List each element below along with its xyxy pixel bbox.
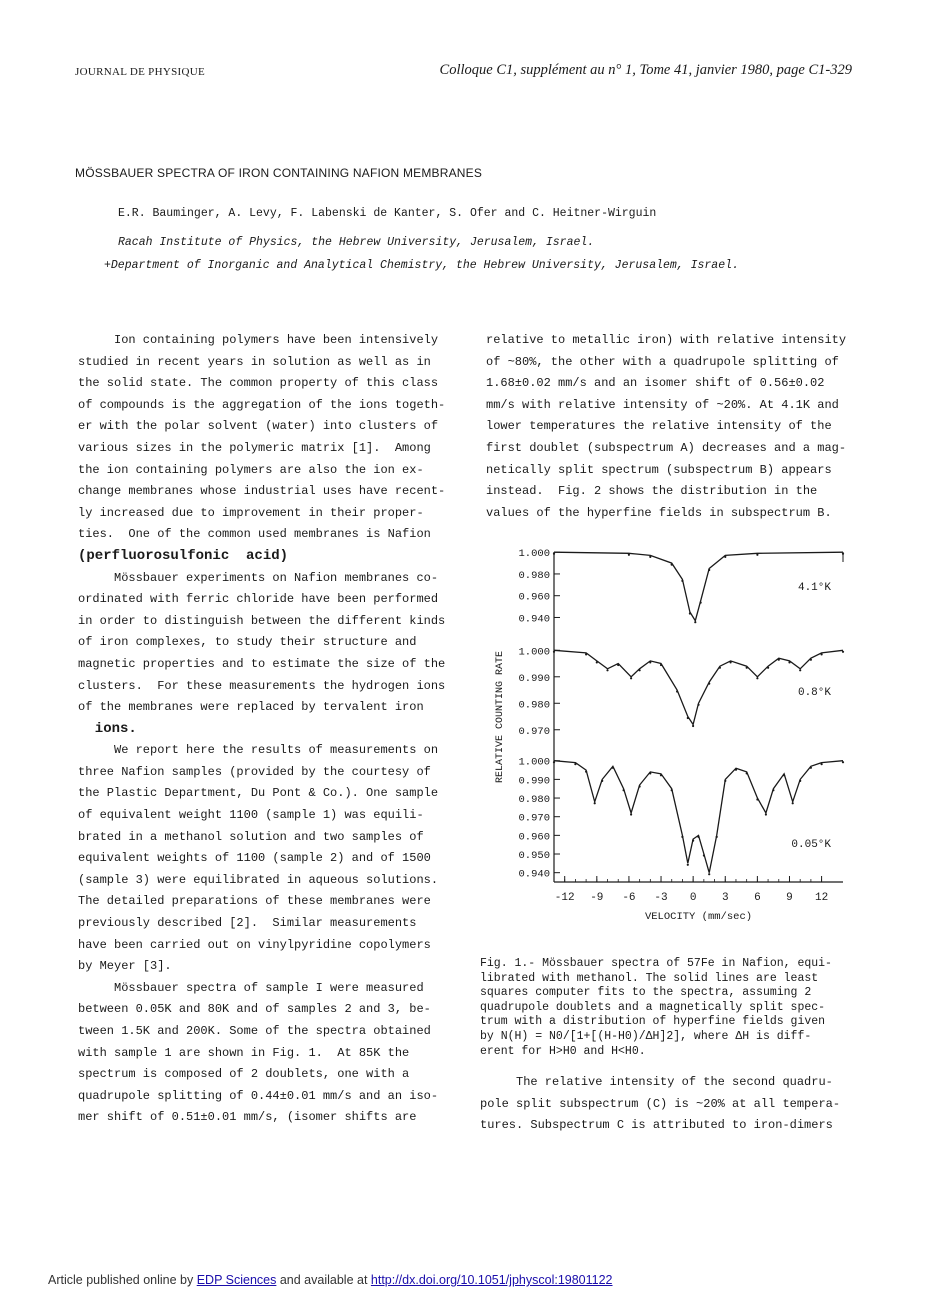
caption-line: librated with methanol. The solid lines are least: [480, 971, 819, 985]
text-line: instead. Fig. 2 shows the distribution in the: [486, 484, 818, 499]
text-line: magnetic properties and to estimate the size of the: [78, 656, 446, 671]
data-point: [788, 661, 790, 663]
data-point: [639, 785, 641, 787]
text-line: Ion containing polymers have been intensively: [78, 333, 439, 347]
footer: [48, 1273, 613, 1287]
x-tick-label: 3: [721, 892, 729, 904]
data-point: [730, 661, 732, 663]
y-tick-label: 0.980: [518, 699, 550, 712]
data-point: [553, 761, 555, 763]
journal-name: JOURNAL DE PHYSIQUE: [75, 66, 205, 78]
text-line: pole split subspectrum (C) is ~20% at all tempera-: [480, 1096, 841, 1111]
text-line: lower temperatures the relative intensity of the: [486, 419, 832, 434]
text-line: mm/s with relative intensity of ~20%. At 4.1K and: [486, 397, 839, 412]
data-point: [703, 854, 705, 856]
text-line: Mössbauer spectra of sample I were measured: [78, 980, 424, 995]
temperature-label: 4.1°K: [797, 582, 831, 594]
data-point: [746, 667, 748, 669]
data-point: [735, 769, 737, 771]
data-point: [630, 813, 632, 815]
text-line: netically split spectrum (subspectrum B) appears: [486, 462, 832, 477]
y-tick-label: 0.940: [518, 613, 550, 626]
text-line: tures. Subspectrum C is attributed to iron-dimers: [480, 1118, 833, 1133]
x-tick-label: -9: [590, 892, 604, 904]
y-tick-label: 1.000: [518, 548, 550, 561]
text-line: between 0.05K and 80K and of samples 2 and 3, be-: [78, 1002, 431, 1017]
text-line: brated in a methanol solution and two samples of: [78, 829, 424, 844]
data-point: [660, 774, 662, 776]
data-point: [716, 836, 718, 838]
data-point: [697, 836, 699, 838]
text-line: of ~80%, the other with a quadrupole splitting of: [486, 354, 839, 369]
data-point: [594, 802, 596, 804]
text-line: ly increased due to improvement in their proper-: [78, 505, 424, 520]
x-tick-label: 0: [689, 892, 697, 904]
text-line: of compounds is the aggregation of the ions togeth-: [78, 397, 446, 412]
x-tick-label: -12: [554, 892, 575, 904]
data-point: [639, 669, 641, 671]
data-point: [719, 667, 721, 669]
data-point: [756, 677, 758, 679]
text-line: er with the polar solvent (water) into clusters of: [78, 419, 439, 434]
data-point: [724, 556, 726, 558]
data-point: [767, 667, 769, 669]
text-line: ties. One of the common used membranes is Nafion: [78, 527, 431, 542]
footer-middle: and available at: [276, 1273, 371, 1287]
data-point: [783, 774, 785, 776]
footer-prefix: Article published online by: [48, 1273, 197, 1287]
data-point: [708, 683, 710, 685]
paper-title: MÖSSBAUER SPECTRA OF IRON CONTAINING NAFION MEMBRANES: [75, 166, 483, 180]
data-point: [792, 802, 794, 804]
text-line: quadrupole splitting of 0.44±0.01 mm/s and an iso-: [78, 1088, 439, 1103]
caption-line: erent for H>H0 and H<H0.: [480, 1044, 646, 1058]
right-column-top: [486, 330, 856, 524]
data-point: [649, 661, 651, 663]
data-point: [692, 840, 694, 842]
data-point: [694, 621, 696, 623]
y-tick-label: 0.980: [518, 794, 550, 807]
data-point: [623, 789, 625, 791]
text-line: (perfluorosulfonic acid): [78, 547, 289, 564]
text-line: the Plastic Department, Du Pont & Co.). One sample: [78, 786, 439, 801]
data-point: [681, 580, 683, 582]
x-axis-label: VELOCITY (mm/sec): [644, 911, 753, 923]
y-tick-label: 0.980: [518, 569, 550, 582]
data-point: [606, 669, 608, 671]
data-point: [617, 664, 619, 666]
data-point: [649, 772, 651, 774]
spectrum-fit-line: [554, 761, 843, 873]
data-point: [612, 767, 614, 769]
text-line: equivalent weights of 1100 (sample 2) and of 1500: [78, 851, 431, 866]
text-line: change membranes whose industrial uses have recent-: [78, 484, 446, 499]
data-point: [842, 651, 844, 653]
author-list: E.R. Bauminger, A. Levy, F. Labenski de Kanter, S. Ofer and C. Heitner-Wirguin: [118, 207, 657, 220]
y-tick-label: 0.990: [518, 672, 550, 685]
text-line: of equivalent weight 1100 (sample 1) was equili-: [78, 808, 424, 823]
affiliation-2: +Department of Inorganic and Analytical Chemistry, the Hebrew University, Jerusalem, Israel.: [104, 259, 739, 272]
text-line: ions.: [78, 720, 137, 737]
data-point: [660, 664, 662, 666]
y-tick-label: 0.960: [518, 831, 550, 844]
y-tick-label: 1.000: [518, 646, 550, 659]
data-point: [708, 569, 710, 571]
citation-line: Colloque C1, supplément au n° 1, Tome 41, janvier 1980, page C1-329: [439, 62, 852, 78]
caption-line: by N(H) = N0/[1+[(H-H0)/ΔH]2], where ΔH is diff-: [480, 1029, 812, 1043]
data-point: [810, 767, 812, 769]
text-line: spectrum is composed of 2 doublets, one with a: [78, 1067, 410, 1082]
mossbauer-spectra-svg: [488, 542, 848, 947]
text-line: have been carried out on vinylpyridine copolymers: [78, 937, 431, 952]
data-point: [821, 763, 823, 765]
affiliation-1: Racah Institute of Physics, the Hebrew University, Jerusalem, Israel.: [118, 236, 595, 249]
data-point: [553, 651, 555, 653]
caption-line: trum with a distribution of hyperfine fields given: [480, 1015, 826, 1029]
data-point: [765, 813, 767, 815]
data-point: [585, 653, 587, 655]
data-point: [772, 789, 774, 791]
y-axis-label: RELATIVE COUNTING RATE: [495, 650, 506, 784]
data-point: [601, 780, 603, 782]
publisher-link[interactable]: EDP Sciences: [196, 1273, 277, 1287]
data-point: [724, 780, 726, 782]
data-point: [697, 704, 699, 706]
temperature-label: 0.05°K: [791, 839, 831, 851]
data-point: [842, 553, 844, 555]
text-line: three Nafion samples (provided by the courtesy of: [78, 764, 431, 779]
x-tick-label: 9: [786, 892, 793, 904]
text-line: We report here the results of measurements on: [78, 743, 439, 758]
caption-line: Fig. 1.- Mössbauer spectra of 57Fe in Nafion, equi-: [480, 957, 832, 970]
doi-link[interactable]: http://dx.doi.org/10.1051/jphyscol:19801122: [370, 1273, 613, 1287]
data-point: [676, 690, 678, 692]
text-line: by Meyer [3].: [78, 959, 172, 974]
text-line: (sample 3) were equilibrated in aqueous solutions.: [78, 872, 439, 887]
y-tick-label: 0.940: [518, 868, 550, 881]
caption-line: quadrupole doublets and a magnetically split spec-: [480, 1000, 826, 1014]
data-point: [708, 873, 710, 875]
x-tick-label: -6: [622, 892, 636, 904]
text-line: of the membranes were replaced by tervalent iron: [78, 700, 424, 715]
text-line: Mössbauer experiments on Nafion membranes co-: [78, 570, 439, 585]
text-line: previously described [2]. Similar measurements: [78, 916, 417, 931]
right-column-bottom: [480, 1072, 840, 1137]
text-line: values of the hyperfine fields in subspectrum B.: [486, 505, 832, 520]
data-point: [756, 798, 758, 800]
x-tick-label: -3: [654, 892, 668, 904]
text-line: mer shift of 0.51±0.01 mm/s, (isomer shifts are: [78, 1110, 417, 1125]
text-line: the solid state. The common property of this class: [78, 376, 439, 391]
caption-line: squares computer fits to the spectra, assuming 2: [480, 986, 812, 1000]
figure-1-chart: [488, 542, 848, 947]
text-line: The detailed preparations of these membranes were: [78, 894, 431, 909]
text-line: the ion containing polymers are also the ion ex-: [78, 462, 424, 477]
data-point: [671, 789, 673, 791]
text-line: with sample 1 are shown in Fig. 1. At 85K the: [78, 1045, 410, 1060]
text-line: tween 1.5K and 200K. Some of the spectra obtained: [78, 1024, 431, 1038]
data-point: [649, 556, 651, 558]
data-point: [689, 612, 691, 614]
data-point: [687, 717, 689, 719]
text-line: The relative intensity of the second quadru-: [480, 1075, 833, 1089]
x-tick-label: 6: [754, 892, 761, 904]
data-point: [810, 659, 812, 661]
data-point: [585, 771, 587, 773]
data-point: [687, 864, 689, 866]
y-tick-label: 0.970: [518, 725, 550, 738]
data-point: [574, 763, 576, 765]
data-point: [692, 725, 694, 727]
x-tick-label: 12: [814, 892, 829, 904]
data-point: [746, 772, 748, 774]
text-line: relative to metallic iron) with relative intensity: [486, 333, 847, 347]
data-point: [700, 602, 702, 604]
temperature-label: 0.8°K: [797, 687, 831, 699]
data-point: [799, 780, 801, 782]
data-point: [821, 653, 823, 655]
left-column: [78, 330, 453, 1129]
data-point: [756, 554, 758, 556]
data-point: [553, 553, 555, 555]
text-line: of iron complexes, to study their structure and: [78, 635, 417, 650]
data-point: [799, 669, 801, 671]
text-line: ordinated with ferric chloride have been performed: [78, 592, 439, 607]
text-line: clusters. For these measurements the hydrogen ions: [78, 678, 446, 693]
text-line: studied in recent years in solution as well as in: [78, 354, 431, 369]
data-point: [596, 661, 598, 663]
y-tick-label: 0.960: [518, 591, 550, 604]
y-tick-label: 0.990: [518, 775, 550, 788]
y-tick-label: 0.970: [518, 812, 550, 825]
data-point: [671, 564, 673, 566]
data-point: [842, 761, 844, 763]
y-tick-label: 1.000: [518, 756, 550, 769]
text-line: various sizes in the polymeric matrix [1]. Among: [78, 440, 431, 455]
text-line: in order to distinguish between the different kinds: [78, 613, 446, 628]
text-line: 1.68±0.02 mm/s and an isomer shift of 0.56±0.02: [486, 376, 825, 391]
y-tick-label: 0.950: [518, 850, 550, 863]
data-point: [628, 554, 630, 556]
figure-caption: [480, 957, 852, 1059]
text-line: first doublet (subspectrum A) decreases and a mag-: [486, 440, 847, 455]
data-point: [778, 659, 780, 661]
data-point: [630, 677, 632, 679]
data-point: [681, 836, 683, 838]
